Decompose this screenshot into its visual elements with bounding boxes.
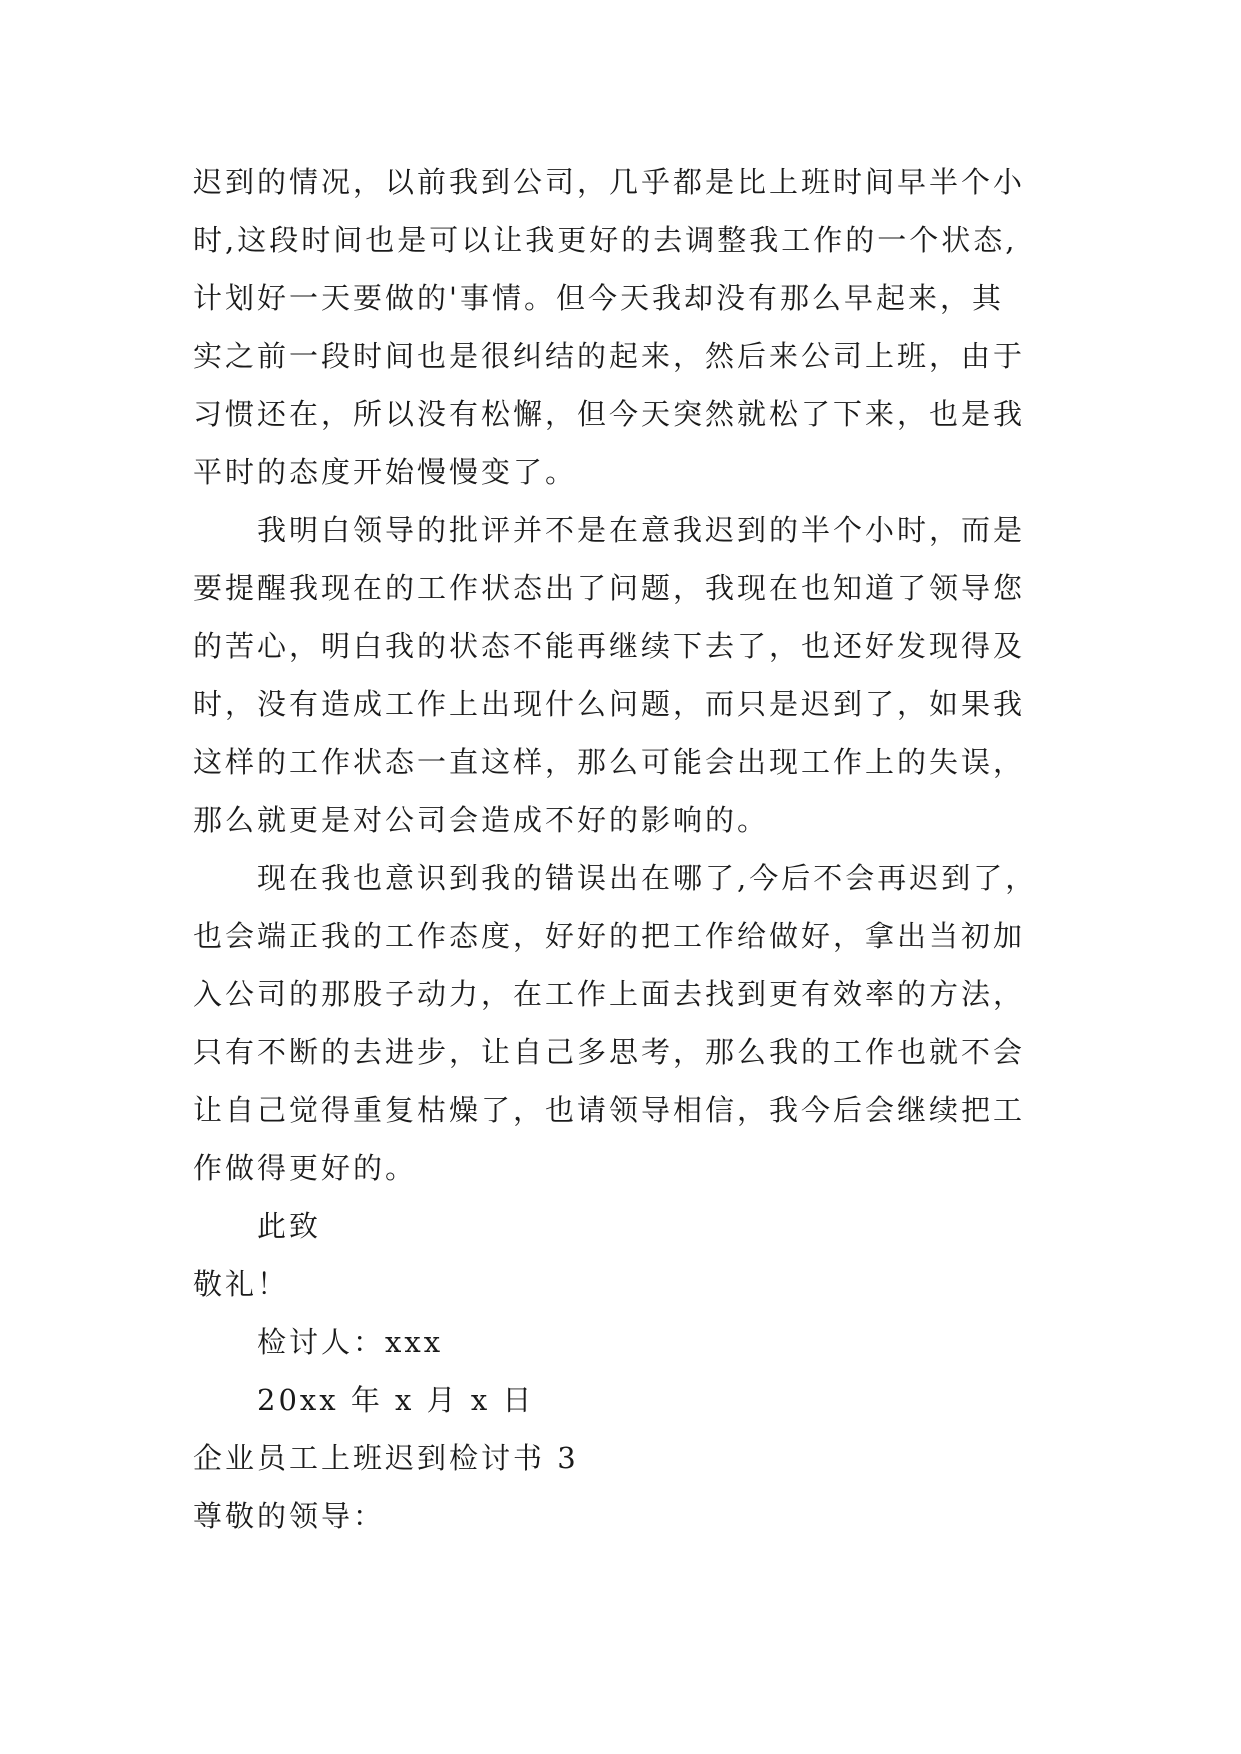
closing-salutation: 此致 bbox=[257, 1209, 322, 1243]
signature-line: 检讨人：xxx bbox=[257, 1325, 444, 1359]
text-line: 计划好一天要做的'事情。但今天我却没有那么早起来，其 bbox=[193, 281, 1004, 315]
closing-regards: 敬礼！ bbox=[193, 1267, 290, 1301]
text-line: 也会端正我的工作态度，好好的把工作给做好，拿出当初加 bbox=[193, 919, 1026, 953]
paragraph-start-line: 我明白领导的批评并不是在意我迟到的半个小时，而是 bbox=[257, 513, 1026, 547]
text-line: 习惯还在，所以没有松懈，但今天突然就松了下来，也是我 bbox=[193, 397, 1026, 431]
text-line: 入公司的那股子动力，在工作上面去找到更有效率的方法， bbox=[193, 977, 1026, 1011]
text-line: 那么就更是对公司会造成不好的影响的。 bbox=[193, 803, 770, 837]
text-line: 时,这段时间也是可以让我更好的去调整我工作的一个状态, bbox=[193, 223, 1018, 257]
text-line: 要提醒我现在的工作状态出了问题，我现在也知道了领导您 bbox=[193, 571, 1026, 605]
text-line: 迟到的情况，以前我到公司，几乎都是比上班时间早半个小 bbox=[193, 165, 1026, 199]
text-line: 平时的态度开始慢慢变了。 bbox=[193, 455, 578, 489]
text-line: 只有不断的去进步，让自己多思考，那么我的工作也就不会 bbox=[193, 1035, 1026, 1069]
date-line: 20xx 年 x 月 x 日 bbox=[257, 1383, 535, 1417]
paragraph-start-line: 现在我也意识到我的错误出在哪了,今后不会再迟到了， bbox=[257, 861, 1038, 895]
text-line: 时，没有造成工作上出现什么问题，而只是迟到了，如果我 bbox=[193, 687, 1026, 721]
text-line: 让自己觉得重复枯燥了，也请领导相信，我今后会继续把工 bbox=[193, 1093, 1026, 1127]
section-title: 企业员工上班迟到检讨书 3 bbox=[193, 1441, 579, 1475]
text-line: 这样的工作状态一直这样，那么可能会出现工作上的失误， bbox=[193, 745, 1026, 779]
text-line: 作做得更好的。 bbox=[193, 1151, 418, 1185]
text-line: 的苦心，明白我的状态不能再继续下去了，也还好发现得及 bbox=[193, 629, 1026, 663]
greeting-line: 尊敬的领导： bbox=[193, 1499, 386, 1533]
text-line: 实之前一段时间也是很纠结的起来，然后来公司上班，由于 bbox=[193, 339, 1026, 373]
